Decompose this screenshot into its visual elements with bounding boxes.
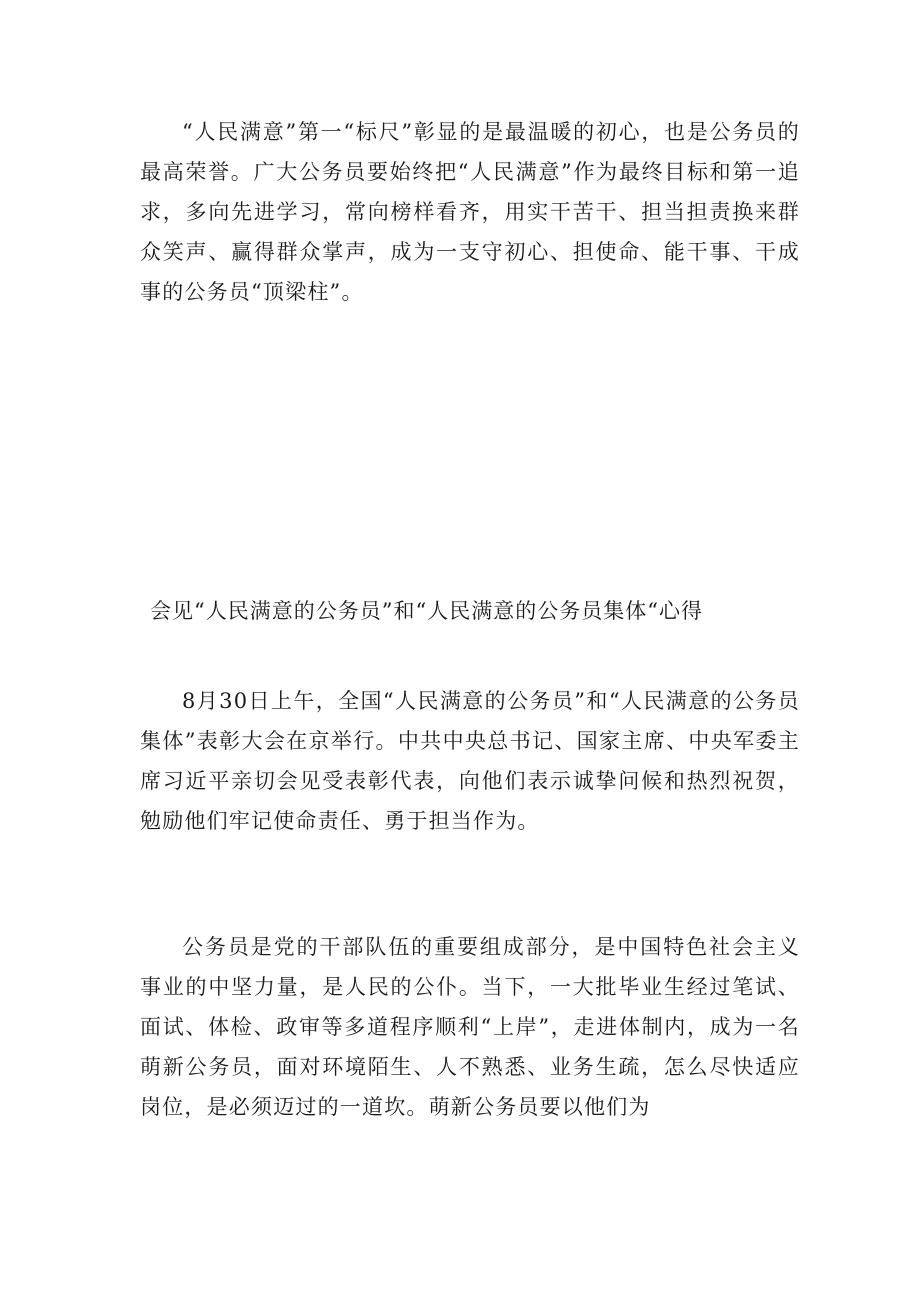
paragraph-1: “人民满意”第一“标尺”彰显的是最温暖的初心，也是公务员的最高荣誉。广大公务员要始终把“人民满意”作为最终目标和第一追求，多向先进学习，常向榜样看齐，用实干苦干、担当担责换来群众笑声、赢得群众掌声，成为一支守初心、担使命、能干事、干成事的公务员“顶梁柱”。 bbox=[140, 120, 800, 304]
paragraph-3: 公务员是党的干部队伍的重要组成部分，是中国特色社会主义事业的中坚力量，是人民的公仆。当下，一大批毕业生经过笔试、面试、体检、政审等多道程序顺利“上岸”，走进体制内，成为一名萌新公务员，面对环境陌生、人不熟悉、业务生疏，怎么尽快适应岗位，是必须迈过的一道坎。萌新公务员要以他们为 bbox=[140, 935, 800, 1119]
section-heading: 会见“人民满意的公务员”和“人民满意的公务员集体“心得 bbox=[150, 599, 703, 623]
paragraph-2: 8月30日上午，全国“人民满意的公务员”和“人民满意的公务员集体”表彰大会在京举行。中共中央总书记、国家主席、中央军委主席习近平亲切会见受表彰代表，向他们表示诚挚问候和热烈祝贺，勉励他们牢记使命责任、勇于担当作为。 bbox=[140, 689, 800, 833]
